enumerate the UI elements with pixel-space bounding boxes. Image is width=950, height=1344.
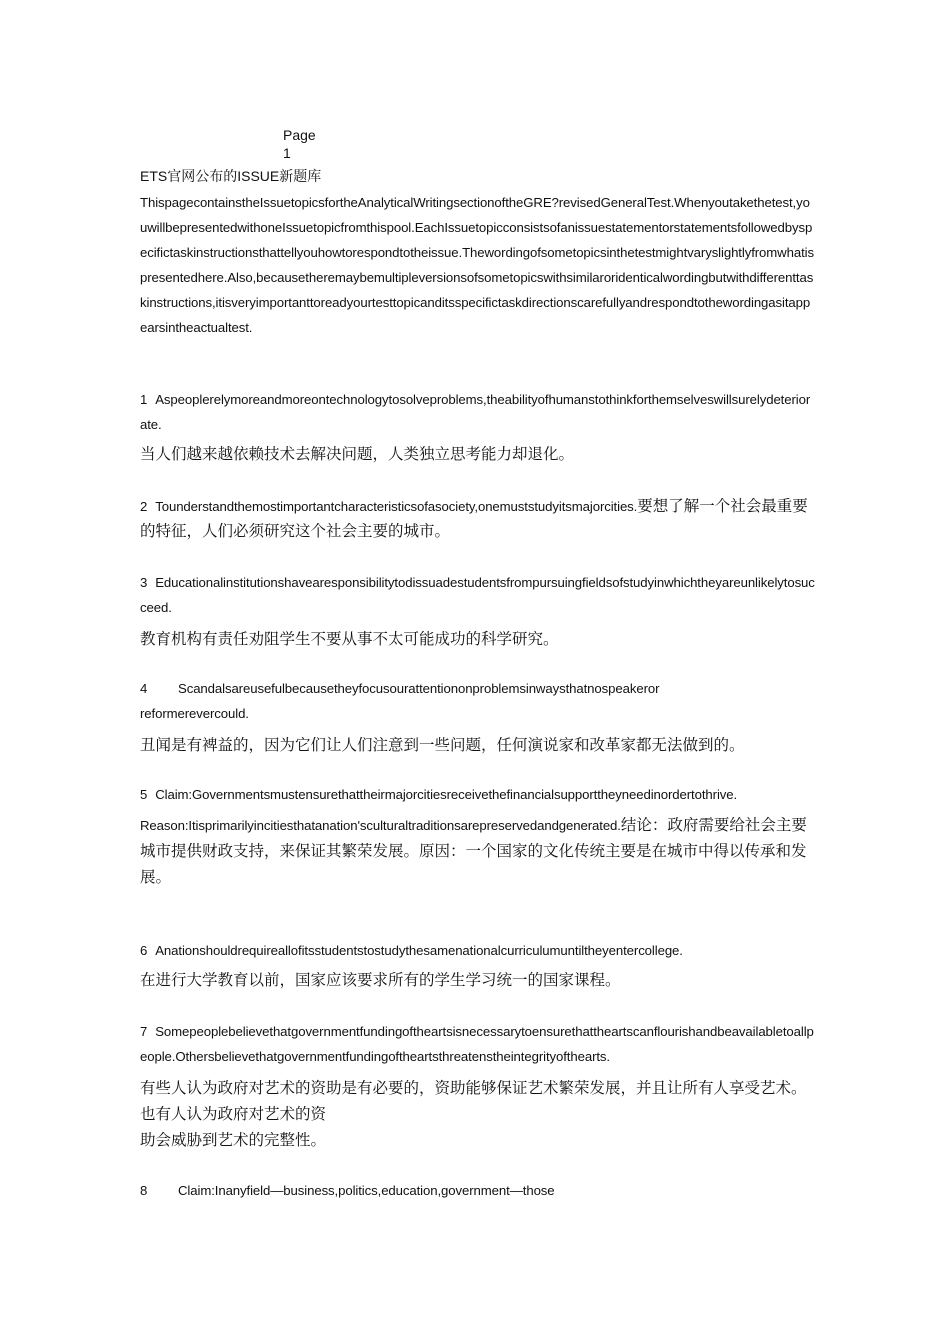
topic-number: 1 [140,392,148,407]
topic-item-1 [140,387,816,467]
topic-zh-line1: 有些人认为政府对艺术的资助是有必要的，资助能够保证艺术繁荣发展，并且让所有人享受艺术。也有人认为政府对艺术的资 [140,1079,807,1123]
topic-statement: Aspeoplerelymoreandmoreontechnologytosolveproblems,theabilityofhumanstothinkforthemselveswillsurelydeteriorate. [140,392,811,432]
topic-zh: 要想了解一个社会最重要的特征，人们必须研究这个社会主要的城市。 [140,497,808,540]
topic-item-6 [140,938,816,993]
topic-item-5 [140,782,816,890]
topic-item-7 [140,1019,816,1153]
document-title: ETS官网公布的ISSUE新题库 [140,168,322,184]
topic-zh: 当人们越来越依赖技术去解决问题，人类独立思考能力却退化。 [140,445,575,463]
topic-mixed [140,494,816,544]
topic-number: 2 [140,499,148,514]
page-label: Page [283,127,316,143]
topic-en [140,570,816,620]
topic-en-line1 [140,676,816,701]
topic-number: 7 [140,1024,148,1039]
topic-zh: 教育机构有责任劝阻学生不要从事不太可能成功的科学研究。 [140,630,559,648]
topic-zh-line2: 助会威胁到艺术的完整性。 [140,1131,327,1149]
topic-statement: Anationshouldrequireallofitsstudentstostudythesamenationalcurriculumuntiltheyentercollege. [155,943,683,958]
topic-item-4 [140,676,816,758]
topic-en [140,1019,816,1069]
topic-number: 4 [140,681,148,696]
topic-reason-en: Reason:Itisprimarilyincitiesthatanation'sculturaltraditionsarepreservedandgenerated. [140,818,621,833]
topic-number: 6 [140,943,148,958]
topic-statement: Somepeoplebelievethatgovernmentfundingoftheartsisnecessarytoensurethattheartscanflourishandbeavailabletoallpeople.Othersbelievethatgovernmentfundingoftheartsthreatenstheintegrityofthearts. [140,1024,814,1064]
topic-item-2 [140,494,816,544]
topic-item-3 [140,570,816,652]
topic-item-8 [140,1178,816,1203]
topic-number: 8 [140,1183,148,1198]
page-header [283,126,316,162]
topic-reason [140,812,816,890]
topic-number: 3 [140,575,148,590]
topic-statement: Tounderstandthemostimportantcharacteristicsofasociety,onemuststudyitsmajorcities. [155,499,638,514]
topic-statement: Claim:Inanyfield—business,politics,education,government—those [178,1183,555,1198]
topic-number: 5 [140,787,148,802]
topic-en [140,938,816,963]
topic-zh: 结论：政府需要给社会主要城市提供财政支持，来保证其繁荣发展。原因：一个国家的文化传统主要是在城市中得以传承和发展。 [140,816,807,886]
topic-en [140,1178,816,1203]
topic-statement: Scandalsareusefulbecausetheyfocusourattentiononproblemsinwaysthatnospeakeror [178,681,660,696]
topic-en [140,387,816,437]
page-number: 1 [283,145,291,161]
topic-statement: Claim:Governmentsmustensurethattheirmajorcitiesreceivethefinancialsupporttheyneedinordertothrive. [155,787,738,802]
topic-zh: 丑闻是有裨益的，因为它们让人们注意到一些问题，任何演说家和改革家都无法做到的。 [140,736,745,754]
intro-paragraph: ThispagecontainstheIssuetopicsfortheAnalyticalWritingsectionoftheGRE?revisedGeneralTest.Whenyoutakethetest,youwillbepresentedwithoneIssuetopicfromthispool.EachIssuetopicconsistsofanissuestatementorstatementsfollowedbyspecifictaskinstructionsthattellyouhowtorespondtotheissue.Thewordingofsometopicsinthetestmightvaryslightlyfromwhatispresentedhere.Also,becausetheremaybemultipleversionsofsometopicswithsimilaroridenticalwordingbutwithdifferenttaskinstructions,itisveryimportanttoreadyourtesttopicanditsspecifictaskdirectionscarefullyandrespondtothewordingasitappearsintheactualtest. [140,195,814,335]
topic-zh: 在进行大学教育以前，国家应该要求所有的学生学习统一的国家课程。 [140,971,621,989]
topic-claim [140,782,816,807]
topic-statement: Educationalinstitutionshavearesponsibilitytodissuadestudentsfrompursuingfieldsofstudyinwhichtheyareunlikelytosucceed. [140,575,815,615]
topic-en-line2: reformerevercould. [140,706,249,721]
